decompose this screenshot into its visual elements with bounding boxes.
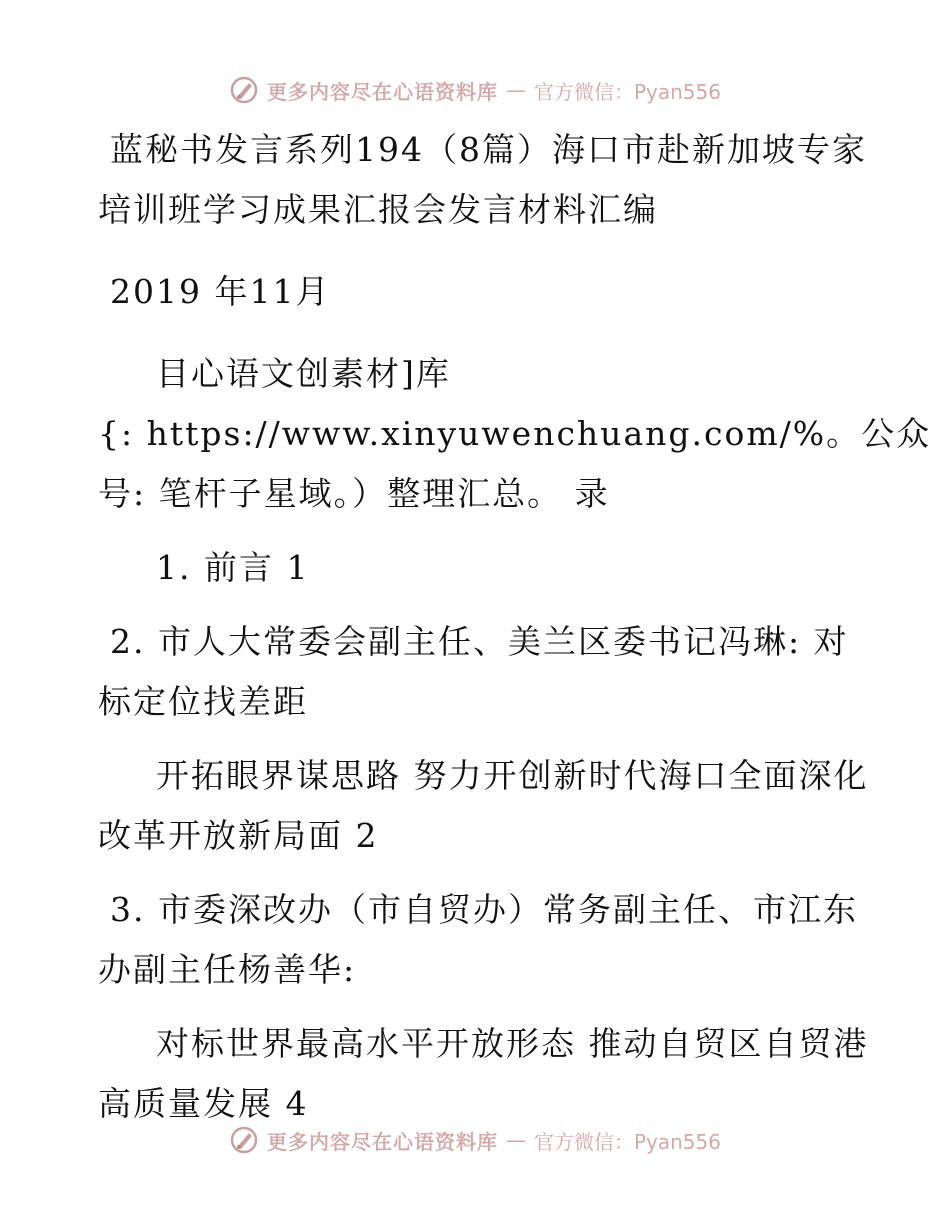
- footer-watermark-banner: [0, 1120, 950, 1160]
- toc-item-3-sub-1: 对标世界最高水平开放形态 推动自贸区自贸港: [156, 1024, 869, 1063]
- toc-item-2-sub-1: 开拓眼界谋思路 努力开创新时代海口全面深化: [156, 756, 869, 795]
- banner-wechat: 官方微信：Pyan556: [533, 79, 721, 104]
- pen-logo-icon: [229, 1125, 259, 1155]
- banner-wechat: 官方微信：Pyan556: [533, 1129, 721, 1154]
- doc-date: 2019 年11月: [110, 272, 331, 311]
- toc-item-3-sub-2: 高质量发展 4: [98, 1084, 309, 1123]
- toc-item-2-line-1: 2. 市人大常委会副主任、美兰区委书记冯琳: 对: [110, 622, 849, 661]
- source-line-2: {: https://www.xinyuwenchuang.com/%。公众: [98, 414, 932, 453]
- banner-dash: —: [505, 1128, 526, 1152]
- toc-item-1: 1. 前言 1: [156, 548, 310, 587]
- doc-title-line-1: 蓝秘书发言系列194（8篇）海口市赴新加坡专家: [110, 130, 867, 169]
- document-body: [98, 120, 932, 1134]
- source-line-1: 目心语文创素材]库: [156, 354, 451, 393]
- source-line-3: 号: 笔杆子星域。）整理汇总。 录: [98, 474, 610, 513]
- banner-dash: —: [505, 78, 526, 102]
- pen-logo-icon: [229, 75, 259, 105]
- toc-item-3-line-1: 3. 市委深改办（市自贸办）常务副主任、市江东: [110, 890, 858, 929]
- toc-item-2-line-2: 标定位找差距: [98, 682, 308, 721]
- banner-text: 更多内容尽在心语资料库: [266, 1129, 498, 1154]
- header-watermark-banner: [0, 70, 950, 110]
- banner-text: 更多内容尽在心语资料库: [266, 79, 498, 104]
- toc-item-2-sub-2: 改革开放新局面 2: [98, 816, 379, 855]
- toc-item-3-line-2: 办副主任杨善华:: [98, 950, 357, 989]
- doc-title-line-2: 培训班学习成果汇报会发言材料汇编: [98, 190, 658, 229]
